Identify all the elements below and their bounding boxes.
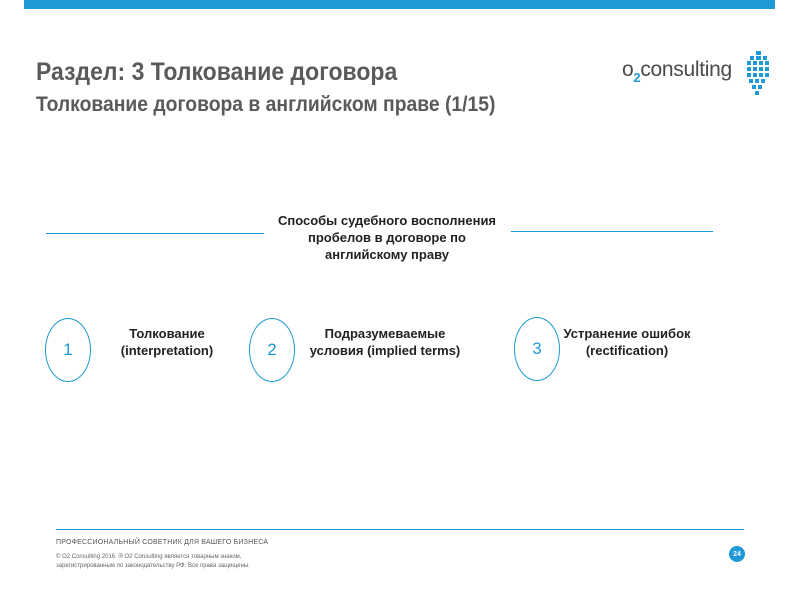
method-number-1: 1 xyxy=(45,318,91,382)
section-heading: Способы судебного восполнения пробелов в договоре по английскому праву xyxy=(277,213,497,262)
logo-subscript: 2 xyxy=(633,70,641,85)
method-label-implied-terms: Подразумеваемые условия (implied terms) xyxy=(309,326,461,358)
footer-divider xyxy=(56,529,744,530)
company-logo xyxy=(622,50,772,98)
top-accent-bar xyxy=(24,0,775,9)
method-number-3: 3 xyxy=(514,317,560,381)
logo-grid-icon xyxy=(746,50,772,96)
footer-copyright: © O2 Consulting 2016. ® O2 Consulting является товарным знаком, зарегистрированным по законодательству РФ. Все права защищены. xyxy=(56,554,250,569)
logo-wordmark xyxy=(622,58,732,85)
heading-divider-left xyxy=(46,233,264,234)
footer-tagline: ПРОФЕССИОНАЛЬНЫЙ СОВЕТНИК ДЛЯ ВАШЕГО БИЗНЕСА xyxy=(56,539,269,546)
page-number-badge: 24 xyxy=(729,546,745,562)
page-title: Раздел: 3 Толкование договора xyxy=(36,58,398,86)
logo-name: consulting xyxy=(640,58,732,81)
logo-prefix: o xyxy=(622,58,634,81)
heading-divider-right xyxy=(511,231,713,232)
method-label-rectification: Устранение ошибок (rectification) xyxy=(563,326,691,358)
page-subtitle: Толкование договора в английском праве (1/15) xyxy=(36,93,496,116)
method-label-interpretation: Толкование (interpretation) xyxy=(120,326,214,358)
method-number-2: 2 xyxy=(249,318,295,382)
